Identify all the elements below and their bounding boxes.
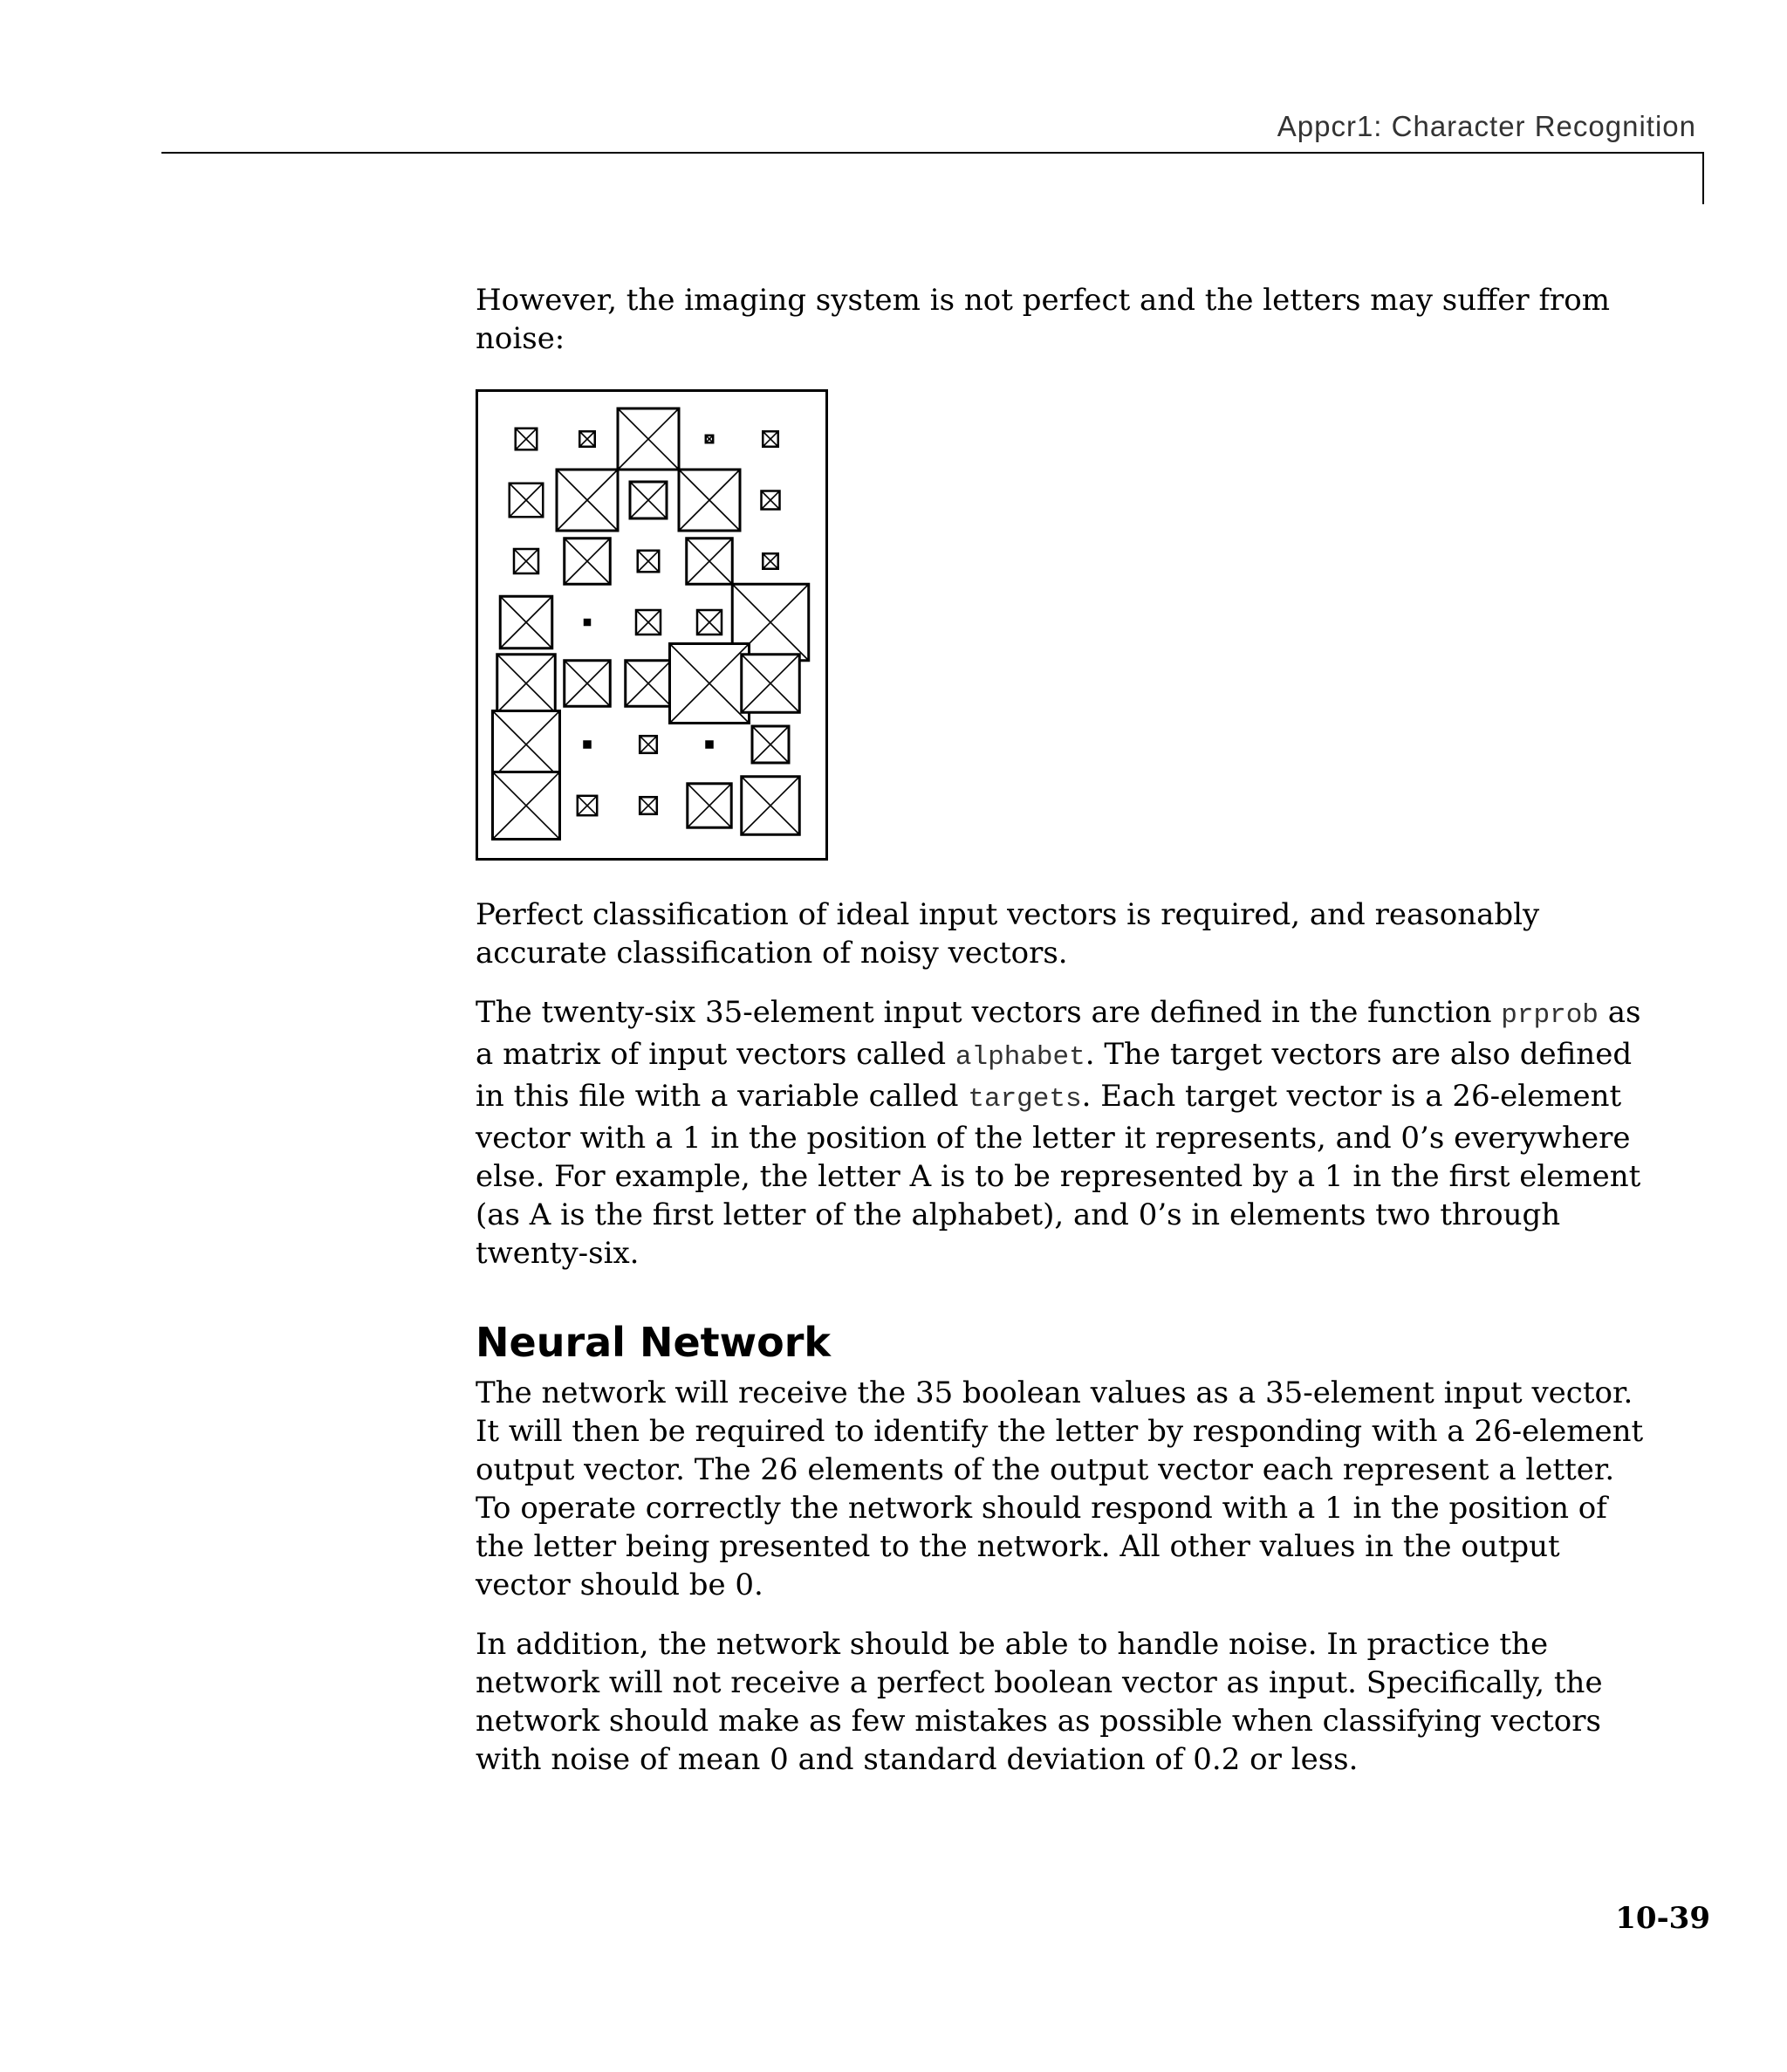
code-prprob: prprob (1501, 1000, 1599, 1031)
figure-cell (763, 431, 778, 447)
figure-cell (636, 610, 661, 635)
paragraph-noise-handling: In addition, the network should be able to handle noise. In practice the network will not receive a perfect boolean vector as input. Specifically, the network should make as few mistakes as possible when classifying vectors with noise of mean 0 and standard deviation of 0.2 or less. (476, 1627, 1603, 1777)
figure-cell (687, 539, 733, 585)
figure-cell (493, 772, 560, 840)
figure-cell (493, 711, 560, 779)
figure-cell (497, 655, 556, 713)
paragraph-input-vectors (476, 993, 1645, 1273)
figure-cell (670, 644, 750, 724)
figure-cell (579, 431, 595, 447)
code-alphabet: alphabet (955, 1042, 1085, 1073)
figure-cell (510, 484, 544, 518)
header-rule-tick (1702, 152, 1704, 204)
paragraph-network-description: The network will receive the 35 boolean values as a 35-element input vector. It will then be required to identify the letter by responding with a 26-element output vector. The 26 elements of the output vector each represent a letter. To operate correctly the network should respond with a 1 in the position of the letter being presented to the network. All other values in the output vector should be 0. (476, 1376, 1644, 1602)
section-heading: Neural Network (476, 1319, 832, 1366)
figure-cell (516, 429, 537, 450)
figure-cell (630, 482, 667, 518)
noisy-letter-figure (476, 389, 828, 861)
figure-cell (679, 470, 740, 531)
figure-cell (742, 655, 800, 713)
paragraph-text: as a matrix of input vectors called (476, 995, 1641, 1072)
figure-cell (578, 796, 597, 815)
paragraph-text: The twenty-six 35-element input vectors are defined in the function (476, 995, 1502, 1030)
figure-cell (640, 797, 657, 814)
figure-cell (706, 436, 713, 443)
figure-cell (500, 596, 552, 648)
cell-square (585, 620, 590, 625)
figure-cell (752, 726, 789, 763)
header-rule (161, 152, 1704, 154)
cell-square (585, 742, 591, 748)
intro-paragraph: However, the imaging system is not perfect and the letters may suffer from noise: (476, 283, 1610, 356)
figure-cell (585, 742, 591, 748)
cell-square (707, 742, 713, 748)
figure-cell (688, 784, 731, 827)
figure-cell (762, 491, 780, 510)
page-content (476, 281, 1645, 1779)
figure-cell (565, 661, 611, 707)
noisy-letter-hinton-diagram (476, 389, 828, 861)
running-header: Appcr1: Character Recognition (1277, 110, 1696, 142)
figure-cell (557, 470, 618, 531)
figure-cell (742, 777, 800, 835)
figure-cell (640, 736, 657, 753)
paragraph-text: . Each target vector is a 26-element vector with a 1 in the position of the letter it represents, and 0’s everywhere else. For example, the letter A is to be represented by a 1 in the first element (as A is the first letter of the alphabet), and 0’s in elements two through twenty-six. (476, 1079, 1641, 1271)
code-targets: targets (968, 1084, 1082, 1115)
figure-cell (626, 661, 672, 707)
paragraph-classification: Perfect classification of ideal input vectors is required, and reasonably accurate classification of noisy vectors. (476, 897, 1540, 971)
paragraph-text: . The target vectors are also defined in this file with a variable called (476, 1037, 1633, 1114)
figure-cell (697, 610, 722, 635)
page-number: 10-39 (1615, 1901, 1710, 1936)
figure-cell (638, 551, 660, 573)
figure-cell (565, 539, 611, 585)
figure-cell (763, 553, 778, 569)
figure-cell (707, 742, 713, 748)
figure-cell (514, 549, 538, 573)
figure-cell (585, 620, 590, 625)
figure-cell (618, 408, 679, 470)
